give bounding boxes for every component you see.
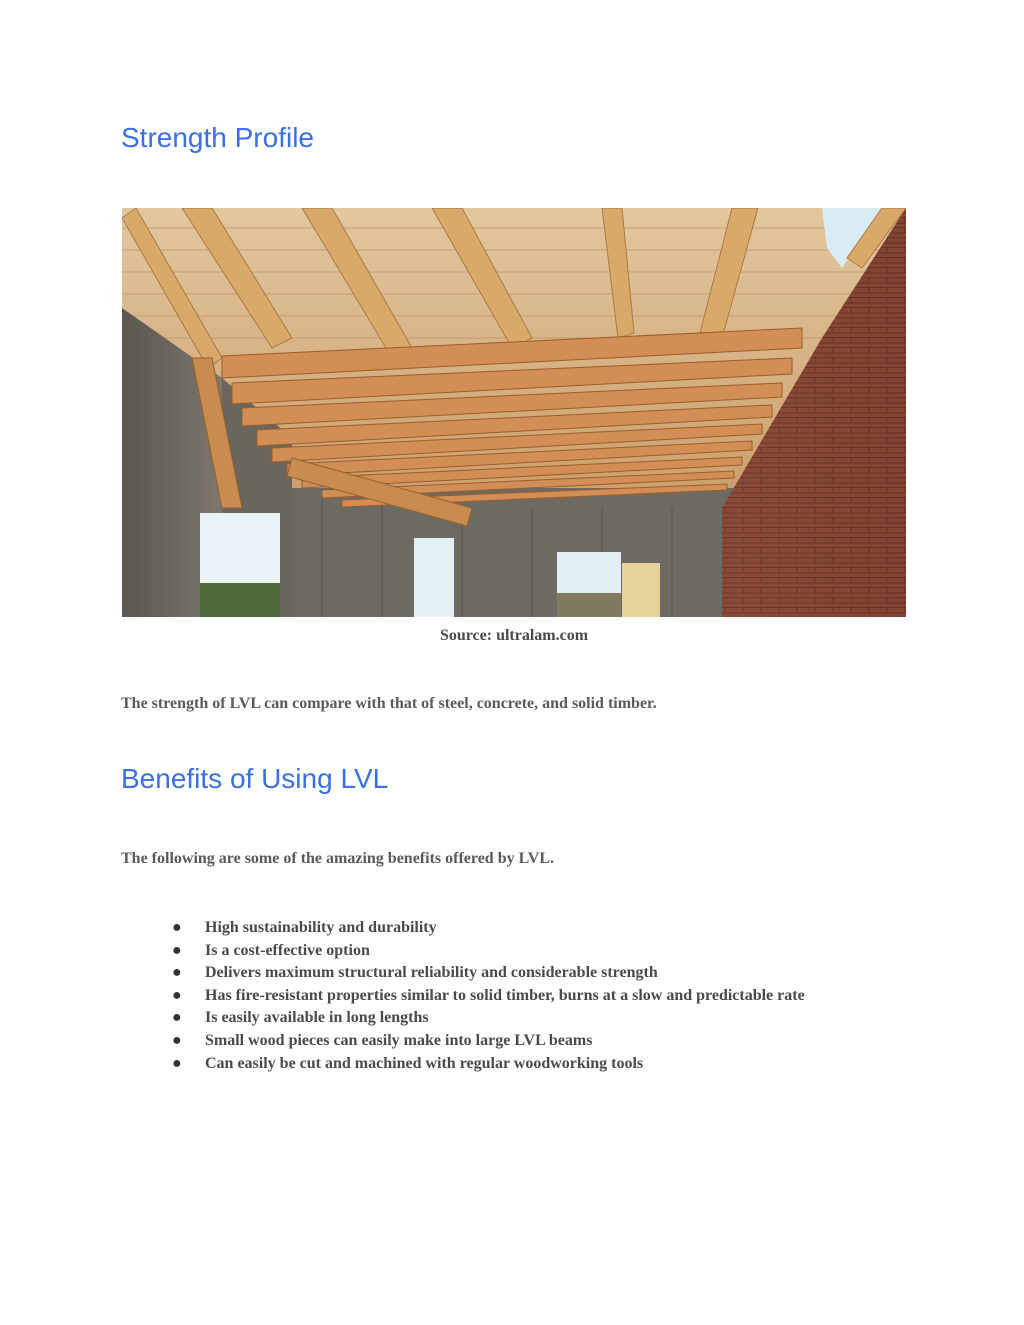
bullet-icon: ●	[172, 919, 182, 936]
bullet-icon: ●	[172, 986, 182, 1004]
strength-paragraph: The strength of LVL can compare with that of steel, concrete, and solid timber.	[121, 695, 657, 712]
list-item	[172, 1007, 912, 1030]
list-item	[172, 940, 912, 963]
list-item-text: High sustainability and durability	[205, 919, 437, 936]
list-item-text: Is a cost-effective option	[205, 941, 370, 959]
bullet-icon: ●	[172, 1054, 182, 1072]
benefits-intro: The following are some of the amazing benefits offered by LVL.	[121, 850, 555, 867]
list-item-text: Is easily available in long lengths	[205, 1009, 429, 1027]
list-item	[172, 1053, 912, 1076]
list-item-text: Has fire-resistant properties similar to solid timber, burns at a slow and predictable rate	[205, 986, 805, 1004]
list-item-text: Small wood pieces can easily make into large LVL beams	[205, 1031, 593, 1049]
bullet-icon: ●	[172, 1031, 182, 1049]
bullet-icon: ●	[172, 964, 182, 982]
list-item	[172, 1030, 912, 1053]
benefits-heading: Benefits of Using LVL	[121, 763, 389, 794]
list-item	[172, 962, 912, 985]
list-item-text: Can easily be cut and machined with regular woodworking tools	[205, 1054, 644, 1072]
list-item	[172, 985, 912, 1008]
list-item	[172, 917, 912, 940]
strength-profile-heading: Strength Profile	[121, 122, 314, 153]
benefits-list	[172, 917, 912, 1075]
bullet-icon: ●	[172, 1009, 182, 1027]
image-source-caption: Source: ultralam.com	[439, 627, 589, 644]
bullet-icon: ●	[172, 941, 182, 959]
list-item-text: Delivers maximum structural reliability and considerable strength	[205, 964, 658, 982]
lvl-ceiling-beams-photo	[122, 208, 906, 617]
